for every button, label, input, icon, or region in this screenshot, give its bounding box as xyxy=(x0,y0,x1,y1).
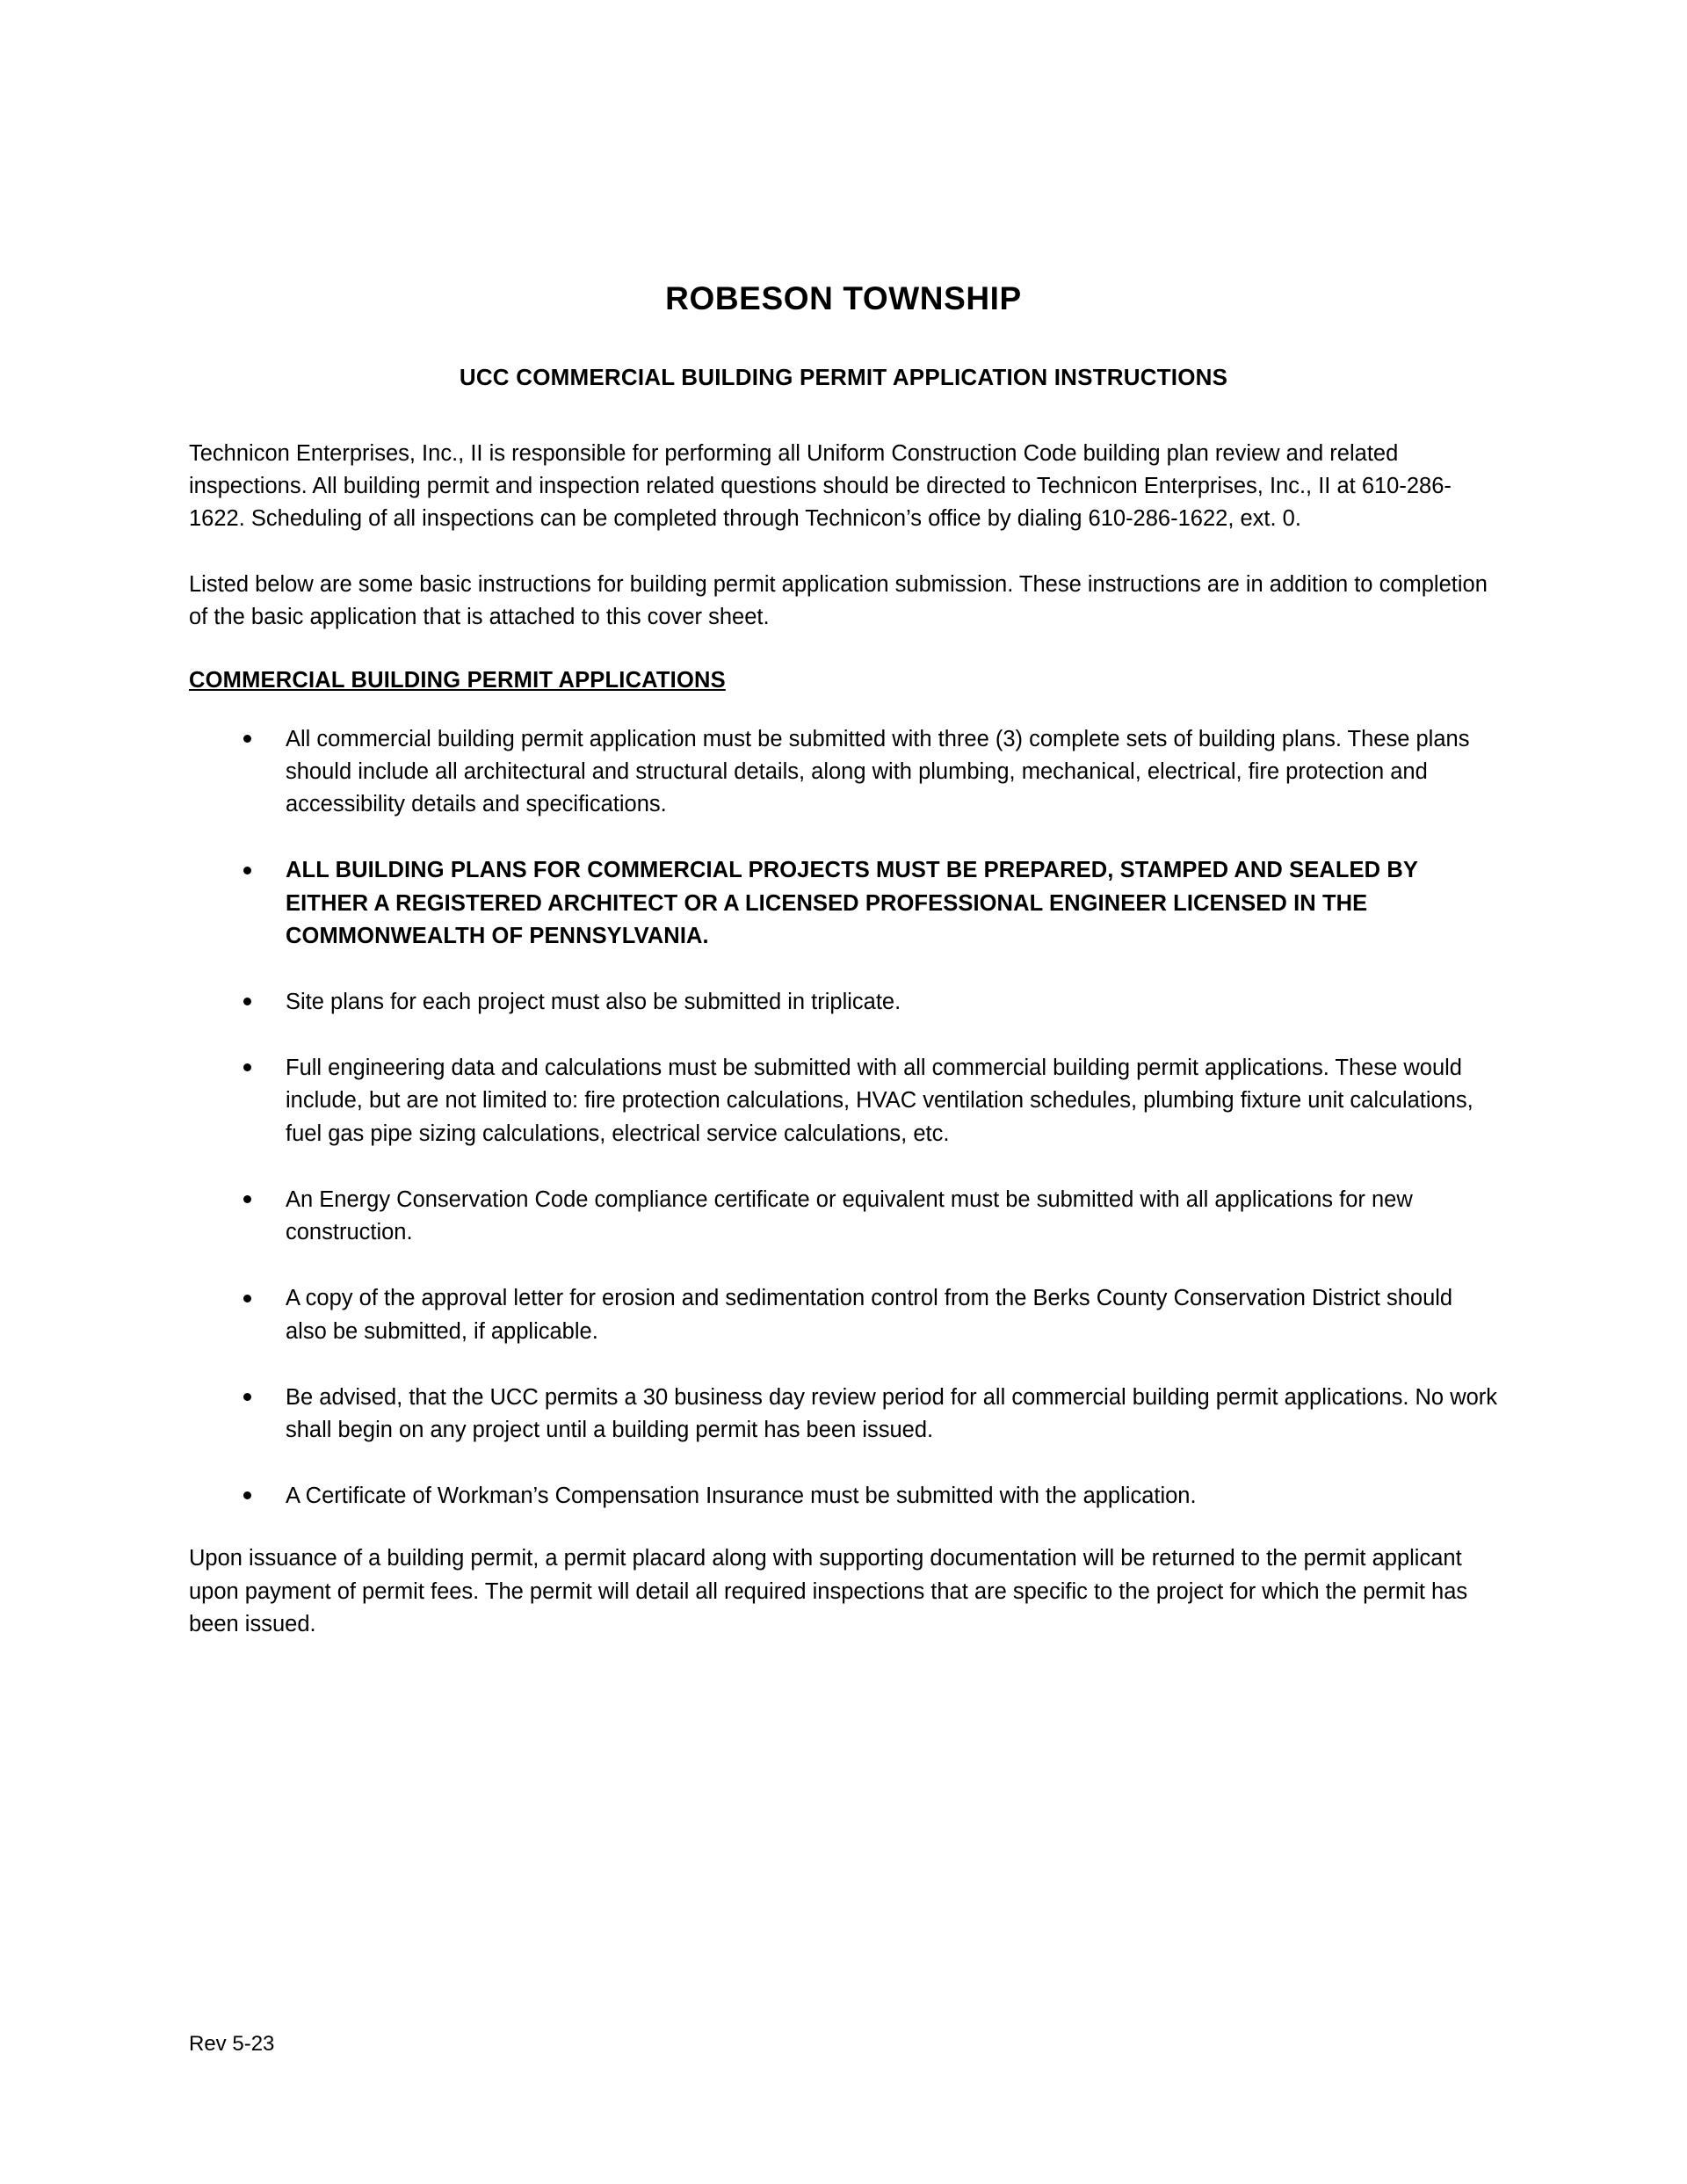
list-item-text: A Certificate of Workman’s Compensation Insurance must be submitted with the application. xyxy=(286,1484,1197,1509)
list-item xyxy=(189,1282,1498,1347)
list-item xyxy=(189,1382,1498,1447)
bullet-icon xyxy=(243,867,251,874)
list-item xyxy=(189,1184,1498,1249)
list-item xyxy=(189,854,1498,953)
bullet-icon xyxy=(243,735,251,743)
list-item-text: An Energy Conservation Code compliance certificate or equivalent must be submitted with all applications for new construction. xyxy=(286,1186,1413,1245)
page-subtitle: UCC COMMERCIAL BUILDING PERMIT APPLICATION INSTRUCTIONS xyxy=(459,364,1228,391)
instructions-paragraph: Listed below are some basic instructions for building permit application submission. These instructions are in addition to completion of the basic application that is attached to this cover sheet. xyxy=(189,572,1488,630)
bullet-icon xyxy=(243,1195,251,1203)
list-item-text: All commercial building permit application must be submitted with three (3) complete sets of building plans. These plans should include all architectural and structural details, along with plumbing, mechanical, electrical, fire protection and accessibility details and specifications. xyxy=(286,726,1470,817)
section-heading-commercial-building-permit-applications: COMMERCIAL BUILDING PERMIT APPLICATIONS xyxy=(189,667,726,693)
document-body xyxy=(189,279,1498,1674)
bullet-icon xyxy=(243,1393,251,1401)
page-title: ROBESON TOWNSHIP xyxy=(665,280,1022,316)
bullet-icon xyxy=(243,1295,251,1302)
list-item-text: Site plans for each project must also be submitted in triplicate. xyxy=(286,989,901,1014)
list-item xyxy=(189,1480,1498,1513)
revision-label: Rev 5-23 xyxy=(189,2032,275,2056)
list-item xyxy=(189,986,1498,1019)
bullet-icon xyxy=(243,1063,251,1071)
intro-paragraph: Technicon Enterprises, Inc., II is responsible for performing all Uniform Construction Code building plan review and related inspections. All building permit and inspection related questions should be directed to Technicon Enterprises, Inc., II at 610-286-1622. Scheduling of all inspections can be completed through Technicon’s office by dialing 610-286-1622, ext. 0. xyxy=(189,440,1452,532)
bullet-icon xyxy=(243,998,251,1005)
closing-paragraph: Upon issuance of a building permit, a permit placard along with supporting documentation will be returned to the permit applicant upon payment of permit fees. The permit will detail all required inspections that are specific to the project for which the permit has been issued. xyxy=(189,1546,1468,1636)
list-item-text: A copy of the approval letter for erosion and sedimentation control from the Berks County Conservation District should also be submitted, if applicable. xyxy=(286,1286,1453,1344)
requirements-list xyxy=(189,723,1498,1513)
list-item xyxy=(189,723,1498,822)
list-item xyxy=(189,1052,1498,1150)
list-item-text: ALL BUILDING PLANS FOR COMMERCIAL PROJECTS MUST BE PREPARED, STAMPED AND SEALED BY EITHER A REGISTERED ARCHITECT OR A LICENSED PROFESSIONAL ENGINEER LICENSED IN THE COMMONWEALTH OF PENNSYLVANIA. xyxy=(286,858,1418,948)
list-item-text: Full engineering data and calculations must be submitted with all commercial building permit applications. These would include, but are not limited to: fire protection calculations, HVAC ventilation schedules, plumbing fixture unit calculations, fuel gas pipe sizing calculations, electrical service calculations, etc. xyxy=(286,1056,1473,1146)
bullet-icon xyxy=(243,1491,251,1499)
list-item-text: Be advised, that the UCC permits a 30 business day review period for all commercial building permit applications. No work shall begin on any project until a building permit has been issued. xyxy=(286,1384,1498,1442)
